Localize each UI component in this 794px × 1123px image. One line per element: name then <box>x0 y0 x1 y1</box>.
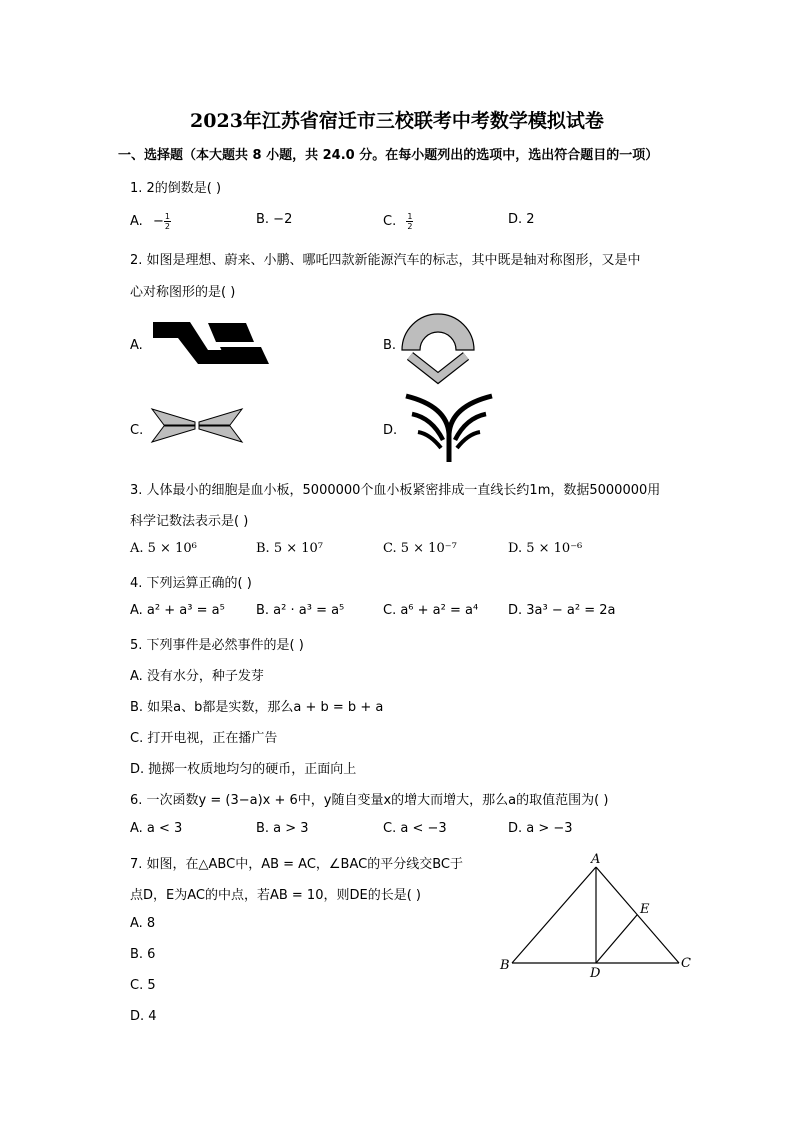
q5-option-d: D. 抛掷一枚质地均匀的硬币，正面向上 <box>130 762 357 777</box>
q5-option-c: C. 打开电视，正在播广告 <box>130 731 278 746</box>
fraction <box>406 212 413 231</box>
section-heading: 一、选择题（本大题共 8 小题，共 24.0 分。在每小题列出的选项中，选出符合题目的一项） <box>118 148 659 163</box>
q4-option-b: B. a² · a³ = a⁵ <box>256 603 345 618</box>
vertex-c-label: C <box>681 956 691 971</box>
denominator: 2 <box>407 222 413 231</box>
q1-option-d: D. 2 <box>508 212 535 227</box>
q7-option-c: C. 5 <box>130 978 156 993</box>
q5-option-a: A. 没有水分，种子发芽 <box>130 669 264 684</box>
q2-option-d-label: D. <box>383 423 398 438</box>
q6-option-a: A. a < 3 <box>130 821 183 836</box>
fraction <box>164 212 171 231</box>
q3-option-d: D. 5 × 10⁻⁶ <box>508 541 583 556</box>
point-e-label: E <box>640 902 650 917</box>
q1-option-a <box>130 212 171 231</box>
xpeng-logo-icon <box>150 406 244 446</box>
question-4-stem: 4. 下列运算正确的( ) <box>130 576 252 591</box>
point-d-label: D <box>590 966 601 981</box>
q7-option-b: B. 6 <box>130 947 156 962</box>
question-1-stem: 1. 2的倒数是( ) <box>130 181 222 196</box>
q3-option-a: A. 5 × 10⁶ <box>130 541 197 556</box>
q1-option-a-label: A. <box>130 214 143 229</box>
page-title: 2023年江苏省宿迁市三校联考中考数学模拟试卷 <box>190 110 604 132</box>
q1-option-c <box>383 212 413 231</box>
question-7-stem-line1: 7. 如图，在△ABC中，AB = AC，∠BAC的平分线交BC于 <box>130 857 463 872</box>
q3-option-b: B. 5 × 10⁷ <box>256 541 323 556</box>
q4-option-a: A. a² + a³ = a⁵ <box>130 603 225 618</box>
q4-option-c: C. a⁶ + a² = a⁴ <box>383 603 479 618</box>
triangle-figure <box>495 850 700 980</box>
q6-option-c: C. a < −3 <box>383 821 447 836</box>
q1-option-b: B. −2 <box>256 212 293 227</box>
li-auto-logo-icon <box>150 320 272 368</box>
q3-option-c: C. 5 × 10⁻⁷ <box>383 541 457 556</box>
question-2-stem-line2: 心对称图形的是( ) <box>130 285 236 300</box>
vertex-b-label: B <box>500 958 510 973</box>
segment-ab <box>512 867 596 963</box>
question-3-stem-line2: 科学记数法表示是( ) <box>130 514 249 529</box>
question-7-stem-line2: 点D，E为AC的中点，若AB = 10，则DE的长是( ) <box>130 888 421 903</box>
neta-logo-icon <box>402 392 496 464</box>
q7-option-d: D. 4 <box>130 1009 157 1024</box>
q6-option-d: D. a > −3 <box>508 821 573 836</box>
nio-logo-icon <box>398 308 478 378</box>
q2-option-c-label: C. <box>130 423 144 438</box>
q5-option-b: B. 如果a、b都是实数，那么a + b = b + a <box>130 700 384 715</box>
question-3-stem-line1: 3. 人体最小的细胞是血小板，5000000个血小板紧密排成一直线长约1m，数据5000000用 <box>130 483 661 498</box>
vertex-a-label: A <box>591 852 601 867</box>
question-5-stem: 5. 下列事件是必然事件的是( ) <box>130 638 304 653</box>
q6-option-b: B. a > 3 <box>256 821 309 836</box>
q4-option-d: D. 3a³ − a² = 2a <box>508 603 616 618</box>
minus-sign: − <box>152 214 164 229</box>
denominator: 2 <box>164 222 170 231</box>
q2-option-b-label: B. <box>383 338 397 353</box>
q7-option-a: A. 8 <box>130 916 156 931</box>
question-2-stem-line1: 2. 如图是理想、蔚来、小鹏、哪吒四款新能源汽车的标志，其中既是轴对称图形，又是中 <box>130 253 641 268</box>
segment-de <box>596 915 637 963</box>
question-6-stem: 6. 一次函数y = (3−a)x + 6中，y随自变量x的增大而增大，那么a的取值范围为( ) <box>130 793 609 808</box>
q1-option-c-label: C. <box>383 214 397 229</box>
numerator: 1 <box>407 212 413 221</box>
numerator: 1 <box>164 212 170 221</box>
q2-option-a-label: A. <box>130 338 143 353</box>
